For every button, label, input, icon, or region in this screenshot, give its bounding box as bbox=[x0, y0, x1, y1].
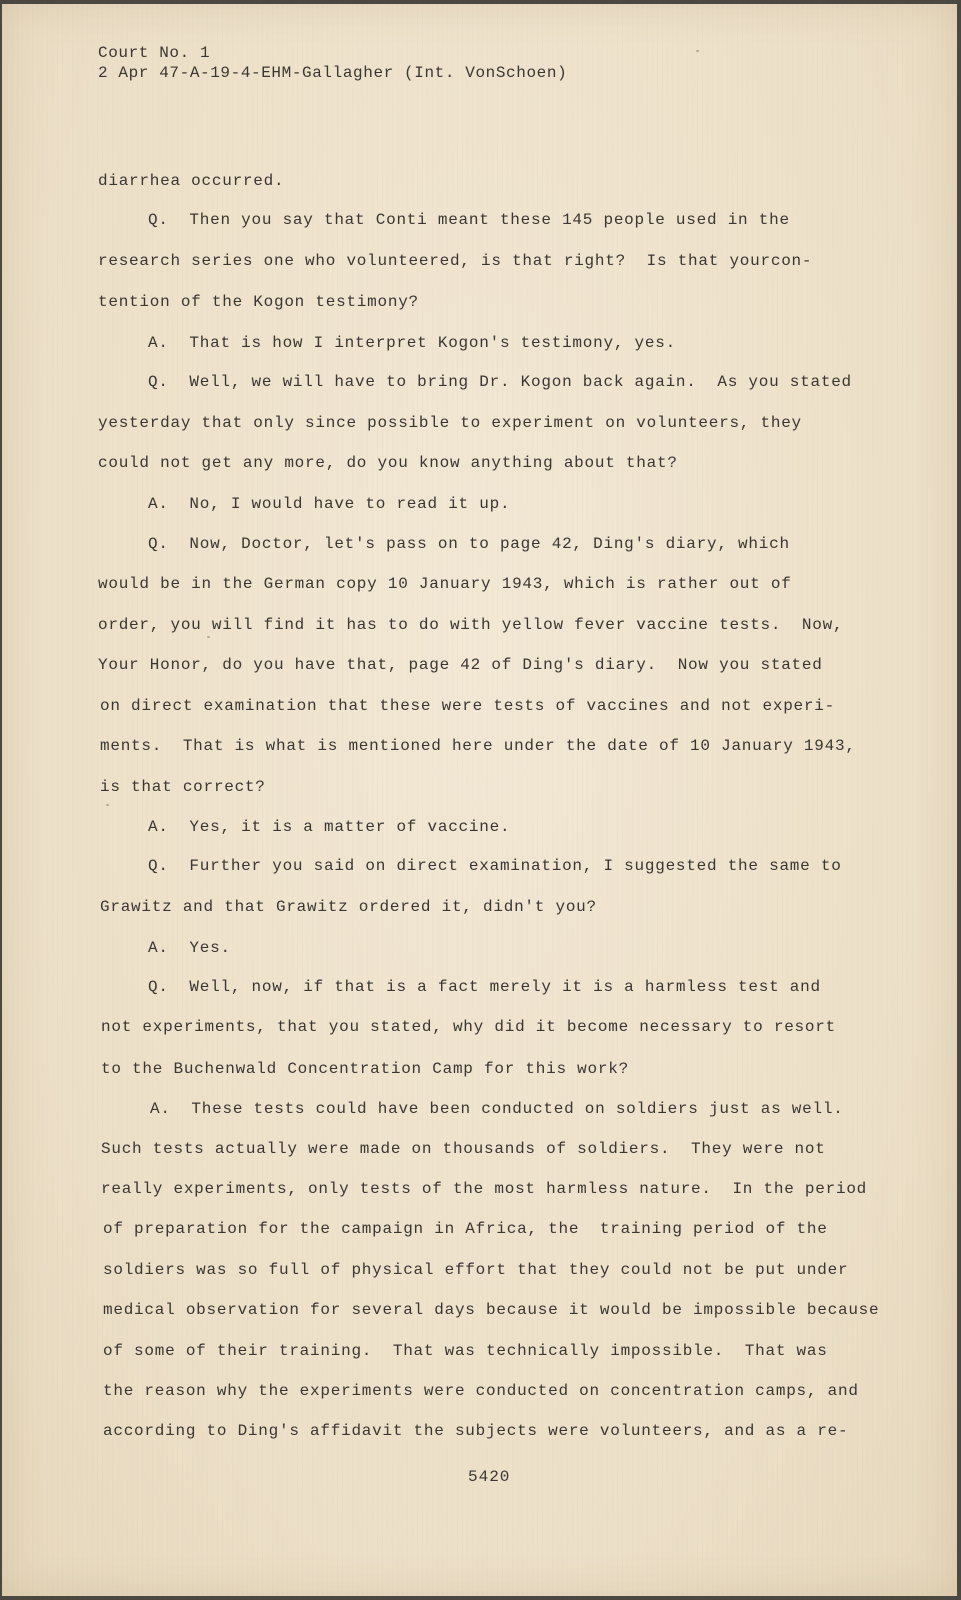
transcript-line: diarrhea occurred. bbox=[98, 172, 285, 190]
transcript-line: to the Buchenwald Concentration Camp for this work? bbox=[101, 1060, 629, 1078]
transcript-line: tention of the Kogon testimony? bbox=[98, 293, 419, 311]
transcript-line: of preparation for the campaign in Africa, the training period of the bbox=[103, 1220, 828, 1238]
transcript-line: on direct examination that these were tests of vaccines and not experi- bbox=[100, 697, 835, 715]
transcript-line: Q. Then you say that Conti meant these 145 people used in the bbox=[148, 211, 790, 229]
transcript-line: soldiers was so full of physical effort that they could not be put under bbox=[103, 1261, 849, 1279]
transcript-line: A. Yes, it is a matter of vaccine. bbox=[148, 818, 511, 836]
transcript-line: not experiments, that you stated, why did it become necessary to resort bbox=[101, 1018, 836, 1036]
transcript-line: A. That is how I interpret Kogon's testimony, yes. bbox=[148, 334, 676, 352]
transcript-line: medical observation for several days because it would be impossible because bbox=[103, 1301, 880, 1319]
transcript-line: research series one who volunteered, is that right? Is that yourcon- bbox=[98, 252, 813, 270]
transcript-line: could not get any more, do you know anything about that? bbox=[98, 454, 678, 472]
transcript-line: Q. Well, we will have to bring Dr. Kogon back again. As you stated bbox=[148, 373, 852, 391]
court-number: Court No. 1 bbox=[98, 44, 211, 62]
transcript-line: A. Yes. bbox=[148, 939, 231, 957]
transcript-line: would be in the German copy 10 January 1943, which is rather out of bbox=[98, 575, 792, 593]
transcript-line: really experiments, only tests of the most harmless nature. In the period bbox=[101, 1180, 868, 1198]
paper-speck bbox=[106, 804, 109, 806]
transcript-line: is that correct? bbox=[100, 778, 266, 796]
transcript-line: yesterday that only since possible to experiment on volunteers, they bbox=[98, 414, 802, 432]
transcript-line: ments. That is what is mentioned here under the date of 10 January 1943, bbox=[100, 737, 856, 755]
paper-speck bbox=[696, 50, 699, 52]
page-number: 5420 bbox=[468, 1468, 511, 1486]
transcript-line: Q. Further you said on direct examination, I suggested the same to bbox=[148, 857, 842, 875]
transcript-line: Your Honor, do you have that, page 42 of Ding's diary. Now you stated bbox=[98, 656, 823, 674]
transcript-line: A. No, I would have to read it up. bbox=[148, 495, 511, 513]
transcript-line: the reason why the experiments were conducted on concentration camps, and bbox=[103, 1382, 859, 1400]
transcript-line: Grawitz and that Grawitz ordered it, didn't you? bbox=[100, 898, 597, 916]
transcript-line: Q. Now, Doctor, let's pass on to page 42, Ding's diary, which bbox=[148, 535, 790, 553]
transcript-line: according to Ding's affidavit the subjects were volunteers, and as a re- bbox=[103, 1422, 849, 1440]
session-identifier: 2 Apr 47-A-19-4-EHM-Gallagher (Int. VonSchoen) bbox=[98, 64, 568, 82]
transcript-line: order, you will find it has to do with yellow fever vaccine tests. Now, bbox=[98, 616, 844, 634]
transcript-line: Q. Well, now, if that is a fact merely it is a harmless test and bbox=[148, 978, 821, 996]
transcript-line: A. These tests could have been conducted on soldiers just as well. bbox=[150, 1100, 844, 1118]
transcript-line: of some of their training. That was technically impossible. That was bbox=[103, 1342, 828, 1360]
transcript-page bbox=[2, 4, 957, 1596]
transcript-line: Such tests actually were made on thousands of soldiers. They were not bbox=[101, 1140, 826, 1158]
paper-speck bbox=[207, 636, 210, 638]
